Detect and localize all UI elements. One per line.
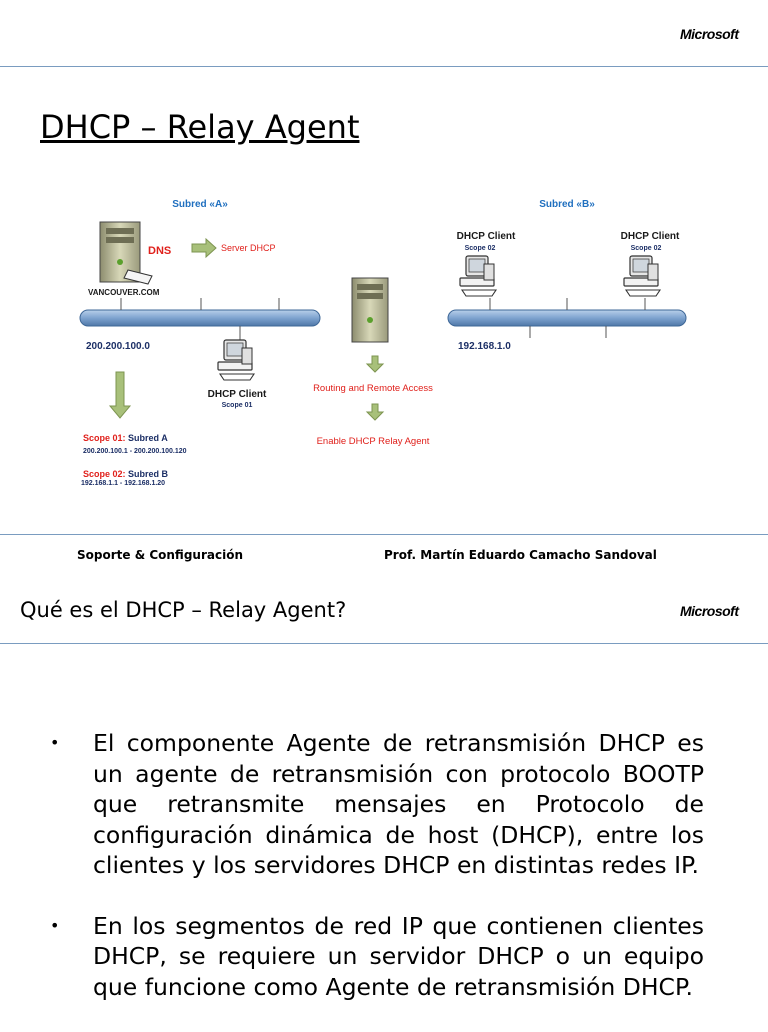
- header-divider: [0, 643, 768, 644]
- server-domain: VANCOUVER.COM: [88, 288, 160, 297]
- bullet-item: [50, 911, 704, 1003]
- scope2-range: 192.168.1.1 - 192.168.1.20: [81, 480, 166, 487]
- scope2-line: Scope 02: Subred B: [83, 469, 169, 479]
- microsoft-logo: Microsoft: [680, 603, 739, 619]
- arrow-right-icon: [192, 239, 216, 257]
- slide-title: DHCP – Relay Agent: [40, 108, 360, 146]
- client-b2-scope: Scope 02: [630, 245, 662, 252]
- relay-server-icon: [352, 278, 388, 342]
- bullet-icon: •: [50, 915, 60, 935]
- subnet-a-label: Subred «A»: [172, 199, 228, 210]
- relay-label: Enable DHCP Relay Agent: [316, 436, 430, 447]
- client-a-scope: Scope 01: [221, 402, 253, 409]
- arrow-down-icon: [110, 372, 130, 418]
- slide2-title: Qué es el DHCP – Relay Agent?: [20, 598, 347, 622]
- dhcp-network-diagram: [0, 180, 768, 510]
- arrow-down-icon: [367, 356, 383, 372]
- client-b1-name: DHCP Client: [456, 231, 516, 242]
- bullet-icon: •: [50, 733, 60, 752]
- dns-label: DNS: [148, 245, 172, 257]
- client-b1-scope: Scope 02: [464, 245, 496, 252]
- network-segment-b: [448, 310, 686, 326]
- scope1-range: 200.200.100.1 - 200.200.100.120: [83, 448, 187, 455]
- dns-server-icon: [100, 222, 152, 284]
- bullet-text: El componente Agente de retransmisión DHCP es un agente de retransmisión con protocolo BOOTP que retransmite mensajes en Protocolo de configuración dinámica de host (DHCP), entre los clientes y los servidores DHCP en distintas redes IP.: [93, 729, 704, 879]
- bullet-list: [50, 728, 704, 1032]
- footer-divider: [0, 534, 768, 535]
- microsoft-logo: Microsoft: [680, 26, 739, 42]
- client-b1-computer-icon: [460, 256, 496, 296]
- subnet-b-label: Subred «B»: [539, 199, 595, 210]
- routing-label: Routing and Remote Access: [313, 383, 433, 394]
- client-b2-computer-icon: [624, 256, 660, 296]
- client-a-computer-icon: [218, 340, 254, 380]
- network-a-address: 200.200.100.0: [86, 341, 150, 352]
- footer-course: Soporte & Configuración: [77, 548, 243, 562]
- scope1-line: Scope 01: Subred A: [83, 433, 168, 443]
- bullet-text: En los segmentos de red IP que contienen clientes DHCP, se requiere un servidor DHCP o un equipo que funcione como Agente de retransmisión DHCP.: [93, 911, 704, 1001]
- network-segment-a: [80, 310, 320, 326]
- bullet-item: [50, 728, 704, 881]
- network-b-address: 192.168.1.0: [458, 341, 511, 352]
- arrow-down-icon: [367, 404, 383, 420]
- client-b2-name: DHCP Client: [620, 231, 680, 242]
- footer-author: Prof. Martín Eduardo Camacho Sandoval: [384, 548, 657, 562]
- header-divider: [0, 66, 768, 67]
- client-a-name: DHCP Client: [207, 389, 267, 400]
- server-dhcp-label: Server DHCP: [221, 243, 276, 253]
